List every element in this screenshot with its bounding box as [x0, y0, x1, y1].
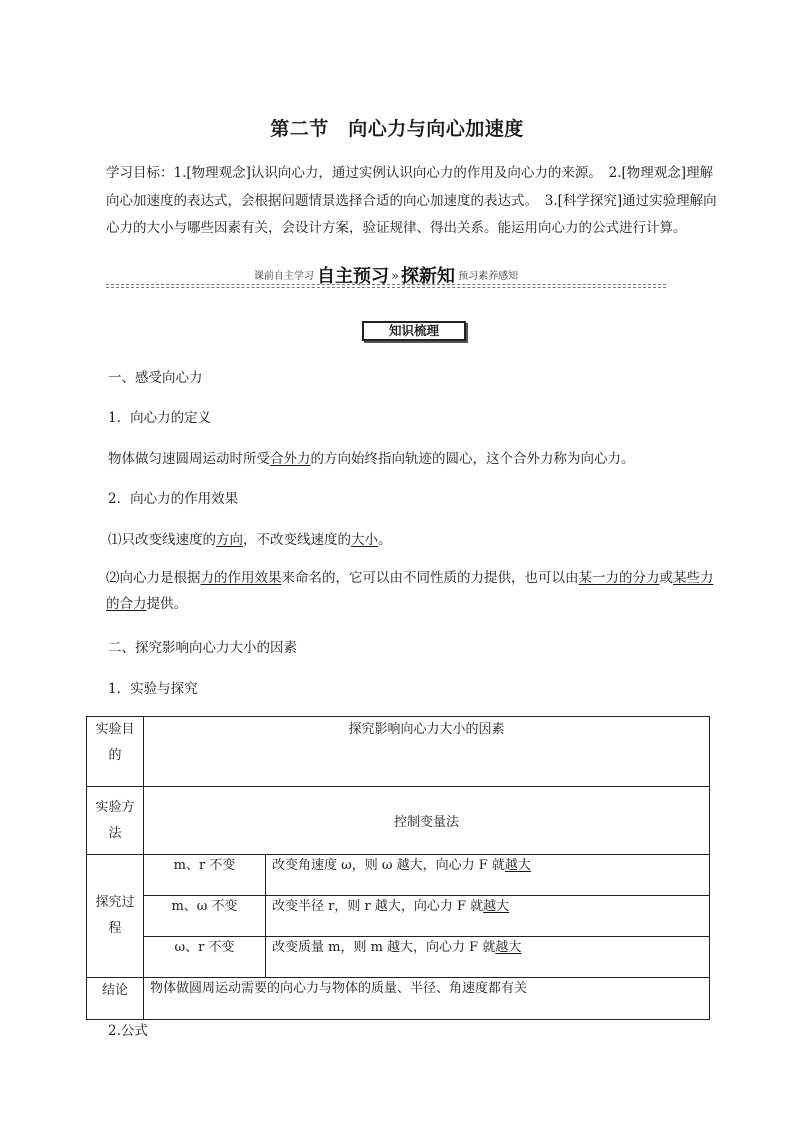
answer-underline: 越大: [495, 940, 522, 955]
method-value: 控制变量法: [144, 787, 710, 855]
text-run: 或: [659, 570, 673, 586]
conclusion-value: 物体做圆周运动需要的向心力与物体的质量、半径、角速度都有关: [144, 978, 710, 1020]
observation-cell: [266, 896, 710, 937]
purpose-label: 实验目的: [87, 717, 144, 787]
answer-underline: 某一力的分力: [578, 570, 660, 586]
table-row-method: [87, 787, 710, 855]
banner-content: [106, 262, 666, 288]
banner-right-caption: 预习素养感知: [458, 271, 519, 282]
knowledge-summary-tag: 知识梳理: [362, 321, 466, 341]
effect-item-1: [108, 528, 392, 548]
text-run: 改变角速度 ω，则 ω 越大，向心力 F 就: [272, 858, 505, 873]
banner-main-title-2: 探新知: [400, 266, 455, 287]
method-label: 实验方法: [87, 787, 144, 855]
text-run: 改变半径 r，则 r 越大，向心力 F 就: [272, 899, 484, 914]
subsection-2-2-heading: 2.公式: [108, 1023, 148, 1039]
text-run: 提供。: [146, 596, 187, 612]
subsection-1-1-heading: 1．向心力的定义: [108, 410, 212, 426]
answer-underline: 某些力的合力: [106, 570, 714, 612]
effect-item-2: [106, 565, 722, 617]
table-row-conclusion: [87, 978, 710, 1020]
table-row-process-3: [87, 937, 710, 978]
text-run: 来命名的，它可以由不同性质的力提供，也可以由: [281, 570, 579, 586]
conclusion-label: 结论: [87, 978, 144, 1020]
answer-underline: 越大: [483, 899, 510, 914]
banner-left-caption: 课前自主学习: [253, 271, 314, 282]
text-run: 的方向始终指向轨迹的圆心，这个合外力称为向心力。: [310, 451, 635, 467]
experiment-table: [86, 716, 710, 1020]
process-label: 探究过程: [87, 855, 144, 978]
text-run: 物体做匀速圆周运动时所受: [108, 451, 270, 467]
observation-cell: [266, 855, 710, 896]
condition-cell: m、r 不变: [144, 855, 266, 896]
text-run: ⑴只改变线速度的: [108, 532, 216, 548]
subsection-2-1-heading: 1．实验与探究: [108, 681, 198, 697]
table-row-process-1: [87, 855, 710, 896]
table-row-process-2: [87, 896, 710, 937]
learning-objectives: 学习目标：1.[物理观念]认识向心力，通过实例认识向心力的作用及向心力的来源。 2.[物理观念]理解向心加速度的表达式，会根据问题情景选择合适的向心加速度的表达式。 3.[科学探究]通过实验理解向心力的大小与哪些因素有关，会设计方案，验证规律、得出关系。能运用向心力的公式进行计算。: [106, 165, 717, 236]
purpose-value: 探究影响向心力大小的因素: [144, 717, 710, 787]
observation-cell: [266, 937, 710, 978]
condition-cell: m、ω 不变: [144, 896, 266, 937]
answer-underline: 越大: [504, 858, 531, 873]
answer-underline: 大小: [351, 532, 378, 548]
answer-underline: 方向: [216, 532, 243, 548]
page-title: 第二节 向心力与向心加速度: [270, 118, 524, 140]
banner-main-title-1: 自主预习: [317, 266, 390, 287]
answer-underline: 合外力: [270, 451, 311, 467]
table-row-purpose: [87, 717, 710, 787]
text-run: 。: [378, 532, 392, 548]
definition-paragraph: [108, 447, 635, 467]
text-run: ，不改变线速度的: [243, 532, 351, 548]
subsection-1-2-heading: 2．向心力的作用效果: [108, 491, 239, 507]
section-2-heading: 二、探究影响向心力大小的因素: [108, 640, 297, 656]
text-run: 改变质量 m，则 m 越大，向心力 F 就: [272, 940, 496, 955]
section-1-heading: 一、感受向心力: [108, 370, 203, 386]
section-banner: [106, 262, 666, 294]
answer-underline: 力的作用效果: [200, 570, 282, 586]
condition-cell: ω、r 不变: [144, 937, 266, 978]
text-run: ⑵向心力是根据: [106, 570, 201, 586]
double-chevron-icon: »: [391, 269, 399, 284]
